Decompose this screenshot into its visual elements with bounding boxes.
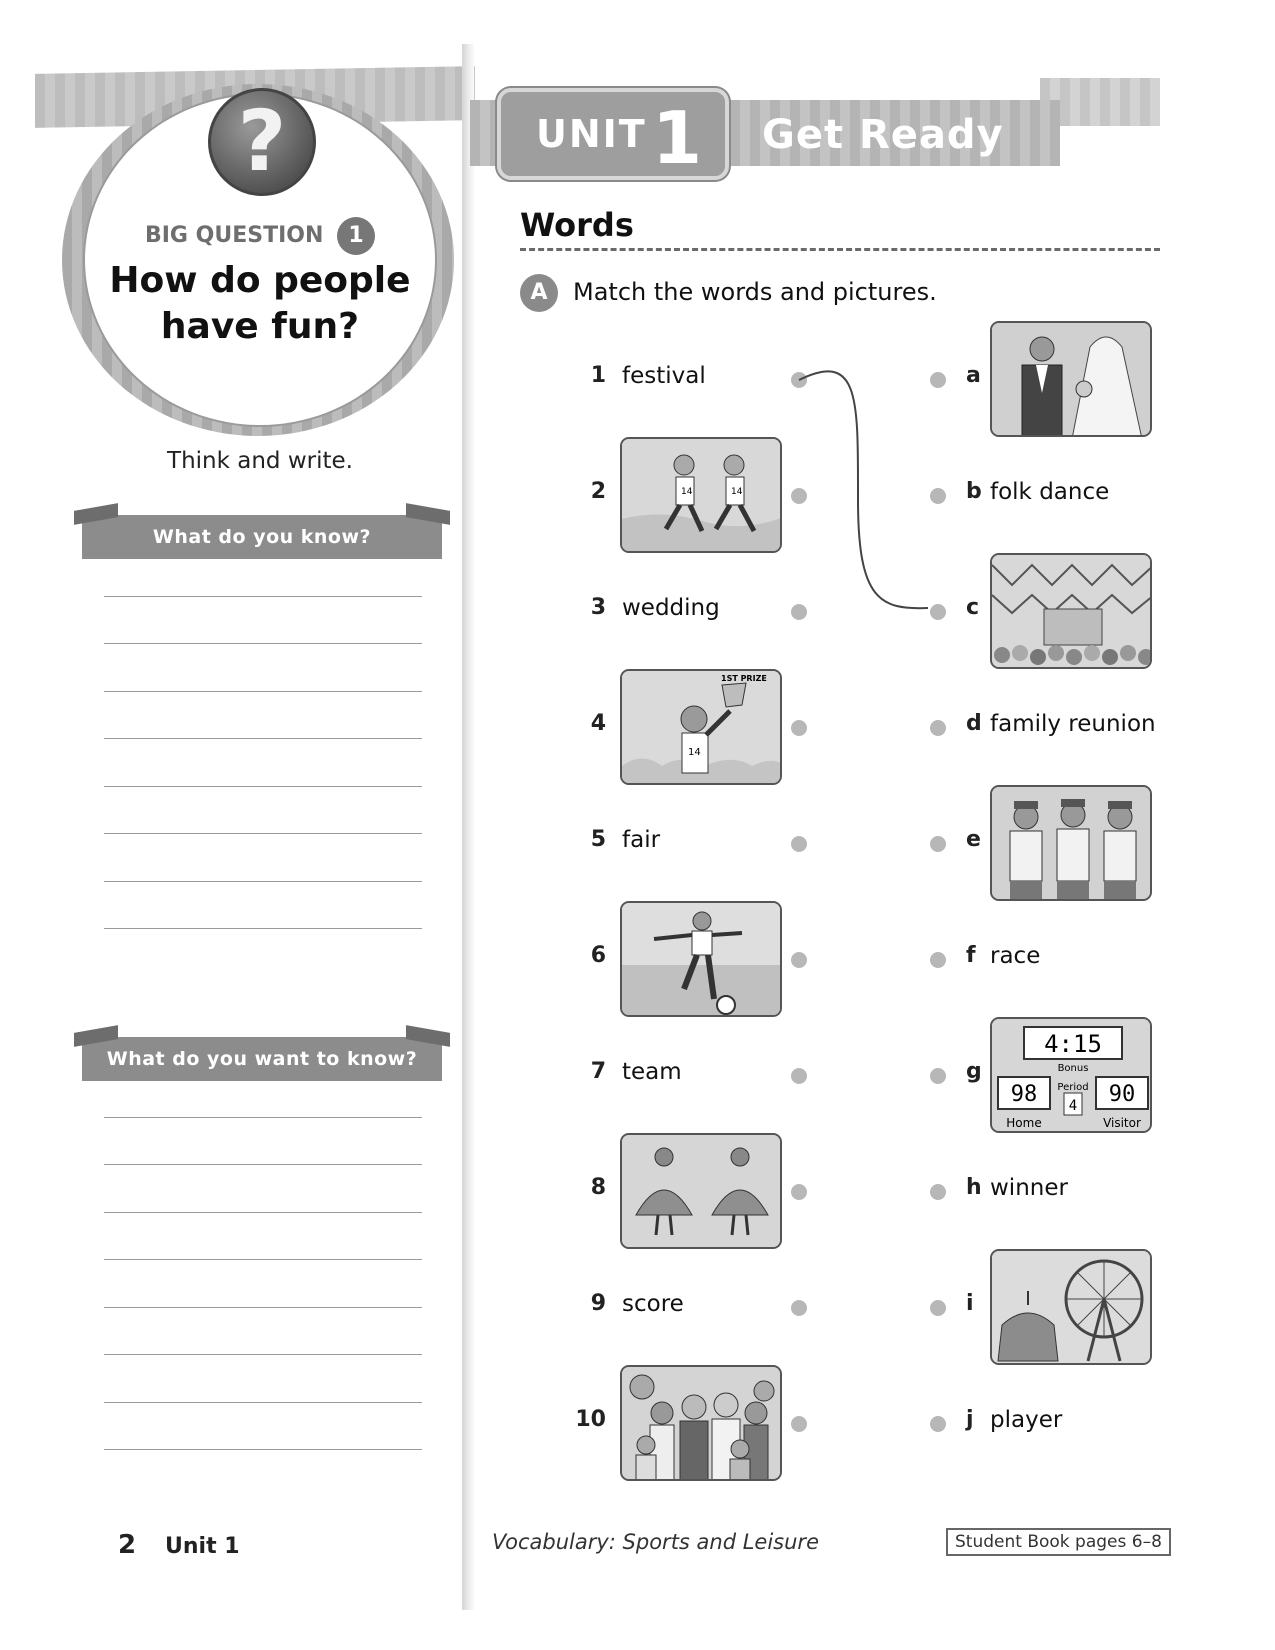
what-do-you-know-banner: What do you know? [82,515,442,559]
race-bib-number: 14 [731,487,743,497]
match-dot-j[interactable] [930,1416,946,1432]
left-word: team [622,1059,682,1085]
item-number: 8 [590,1175,606,1200]
writing-line[interactable] [104,1213,422,1261]
match-dot-g[interactable] [930,1068,946,1084]
item-letter: d [966,711,982,736]
match-dot-4[interactable] [791,720,807,736]
big-question-title-line2: have fun? [160,306,360,347]
question-mark-icon: ? [208,88,316,196]
think-and-write-instruction: Think and write. [167,448,353,474]
exercise-instruction: Match the words and pictures. [573,278,937,306]
match-dot-9[interactable] [791,1300,807,1316]
item-letter: f [966,943,976,968]
page-number: 2 [118,1530,137,1560]
item-letter: c [966,595,980,620]
writing-line[interactable] [104,1403,422,1451]
what-do-you-know-writing-lines[interactable] [104,549,422,929]
scoreboard-period-label: Period [1057,1082,1089,1093]
left-word: wedding [622,595,720,621]
student-book-pages-reference: Student Book pages 6–8 [946,1528,1171,1556]
match-dot-6[interactable] [791,952,807,968]
right-word: player [990,1407,1063,1433]
writing-line[interactable] [104,692,422,740]
item-letter: g [966,1059,982,1084]
left-word: fair [622,827,661,853]
scoreboard-picture [990,1017,1152,1133]
unit-number: 1 [652,96,703,180]
left-word: festival [622,363,706,389]
prize-flag-text: 1ST PRIZE [721,674,767,683]
what-do-you-want-to-know-writing-lines[interactable] [104,1070,422,1450]
item-number: 2 [590,479,606,504]
scoreboard-home: Home [1006,1116,1042,1130]
writing-line[interactable] [104,1355,422,1403]
player-picture [620,901,782,1017]
big-question-title-line1: How do people [109,260,411,301]
right-word: race [990,943,1041,969]
writing-line[interactable] [104,1165,422,1213]
folk-dance-picture [620,1133,782,1249]
big-question-label-text: BIG QUESTION [144,223,324,248]
match-dot-5[interactable] [791,836,807,852]
match-dot-7[interactable] [791,1068,807,1084]
item-number: 10 [575,1407,606,1432]
item-number: 4 [590,711,606,736]
scoreboard-visitor-score: 90 [1108,1082,1136,1107]
right-word: family reunion [990,711,1156,737]
writing-line[interactable] [104,787,422,835]
festival-picture [990,553,1152,669]
race-bib-number: 14 [681,487,693,497]
writing-line[interactable] [104,1070,422,1118]
match-dot-d[interactable] [930,720,946,736]
scoreboard-period: 4 [1068,1098,1078,1114]
match-dot-10[interactable] [791,1416,807,1432]
match-dot-e[interactable] [930,836,946,852]
item-letter: b [966,479,982,504]
scoreboard-time: 4:15 [1044,1030,1102,1058]
writing-line[interactable] [104,549,422,597]
writing-line[interactable] [104,739,422,787]
big-question-label [85,217,435,255]
writing-line[interactable] [104,1118,422,1166]
writing-line[interactable] [104,1308,422,1356]
item-number: 9 [590,1291,606,1316]
item-letter: a [966,363,981,388]
wedding-picture [990,321,1152,437]
unit-title: Get Ready [762,112,1004,158]
writing-line[interactable] [104,1260,422,1308]
unit-word: UNIT [536,112,647,156]
item-letter: e [966,827,981,852]
winner-bib-number: 14 [688,747,701,758]
right-word: winner [990,1175,1068,1201]
writing-line[interactable] [104,882,422,930]
winner-picture [620,669,782,785]
item-letter: j [966,1407,974,1432]
item-number: 6 [590,943,606,968]
match-dot-f[interactable] [930,952,946,968]
scoreboard-visitor: Visitor [1103,1116,1141,1130]
match-dot-a[interactable] [930,372,946,388]
big-question-panel [0,0,466,1650]
writing-line[interactable] [104,834,422,882]
match-dot-h[interactable] [930,1184,946,1200]
scoreboard-bonus: Bonus [1057,1063,1089,1074]
team-picture [990,785,1152,901]
big-question-number: 1 [337,217,375,255]
scoreboard-home-score: 98 [1010,1082,1038,1107]
item-number: 5 [590,827,606,852]
race-picture [620,437,782,553]
page-divider [462,44,474,1610]
vocabulary-topic: Vocabulary: Sports and Leisure [492,1530,819,1554]
fair-picture [990,1249,1152,1365]
match-dot-c[interactable] [930,604,946,620]
match-dot-8[interactable] [791,1184,807,1200]
family-reunion-picture [620,1365,782,1481]
item-letter: i [966,1291,974,1316]
item-number: 7 [590,1059,606,1084]
example-match-line [780,360,950,630]
footer-unit-label: Unit 1 [165,1534,240,1559]
right-word: folk dance [990,479,1110,505]
writing-line[interactable] [104,644,422,692]
item-letter: h [966,1175,982,1200]
big-question-title [95,258,425,350]
exercise-letter-badge: A [520,274,558,312]
writing-line[interactable] [104,597,422,645]
section-dashed-rule [520,248,1160,251]
what-do-you-want-to-know-banner: What do you want to know? [82,1037,442,1081]
item-number: 1 [590,363,606,388]
left-word: score [622,1291,684,1317]
section-heading: Words [520,206,634,244]
match-dot-b[interactable] [930,488,946,504]
item-number: 3 [590,595,606,620]
match-dot-i[interactable] [930,1300,946,1316]
